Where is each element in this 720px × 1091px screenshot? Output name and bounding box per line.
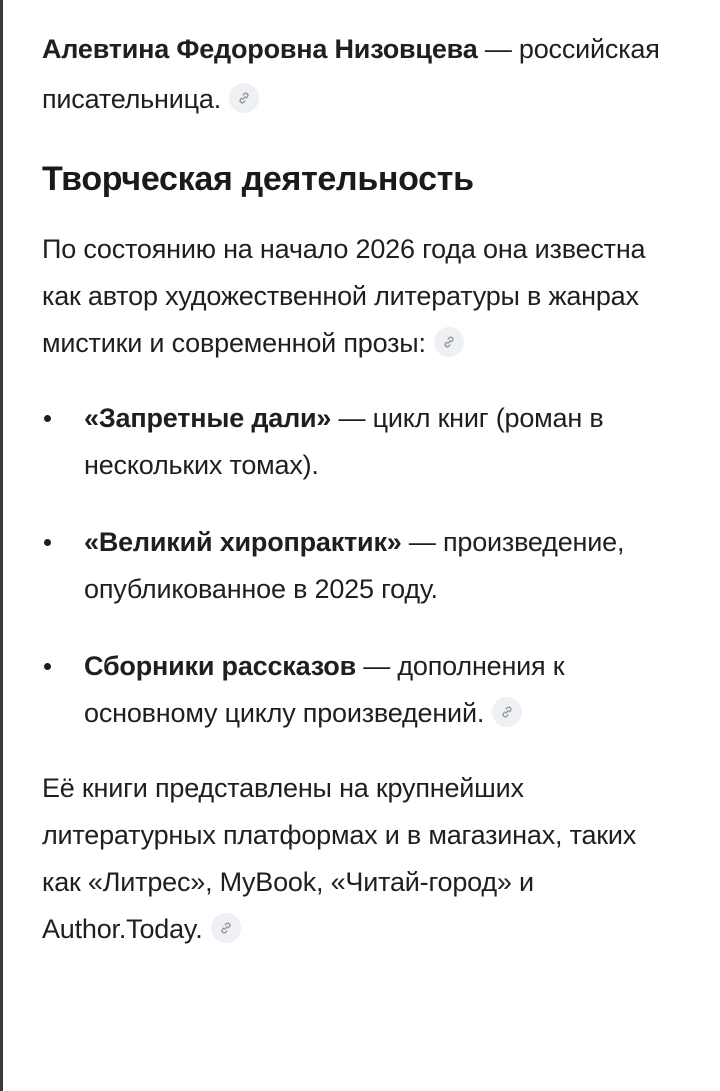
platforms-paragraph	[42, 765, 682, 953]
link-icon	[237, 91, 251, 105]
link-icon	[442, 335, 456, 349]
link-icon	[500, 705, 514, 719]
work-title: «Запретные дали»	[84, 403, 332, 433]
work-description: — дополнения к основному циклу произведений.	[84, 651, 565, 728]
works-list	[42, 395, 682, 737]
link-icon	[219, 921, 233, 935]
work-title: Сборники рассказов	[84, 651, 356, 681]
platforms-text: Её книги представлены на крупнейших литературных платформах и в магазинах, таких как «Литрес», MyBook, «Читай-город» и Author.Today.	[42, 773, 637, 944]
section-heading: Творческая деятельность	[42, 160, 474, 198]
list-item	[42, 643, 682, 737]
answer-content	[42, 24, 682, 953]
activity-text: По состоянию на начало 2026 года она известна как автор художественной литературы в жанрах мистики и современной прозы:	[42, 234, 646, 358]
person-name: Алевтина Федоровна Низовцева	[42, 34, 478, 64]
source-link-button[interactable]	[434, 327, 464, 357]
work-title: «Великий хиропрактик»	[84, 527, 402, 557]
activity-paragraph	[42, 226, 682, 367]
intro-paragraph	[42, 24, 682, 124]
intro-text: — российская писательница.	[42, 34, 660, 114]
source-link-button[interactable]	[492, 697, 522, 727]
work-description: — цикл книг (роман в нескольких томах).	[84, 403, 604, 480]
list-item	[42, 395, 682, 489]
work-description: — произведение, опубликованное в 2025 году.	[84, 527, 625, 604]
bullet	[44, 415, 51, 422]
bullet	[44, 663, 51, 670]
bullet	[44, 539, 51, 546]
left-border	[0, 0, 3, 1091]
source-link-button[interactable]	[229, 83, 259, 113]
list-item	[42, 519, 682, 613]
source-link-button[interactable]	[211, 913, 241, 943]
